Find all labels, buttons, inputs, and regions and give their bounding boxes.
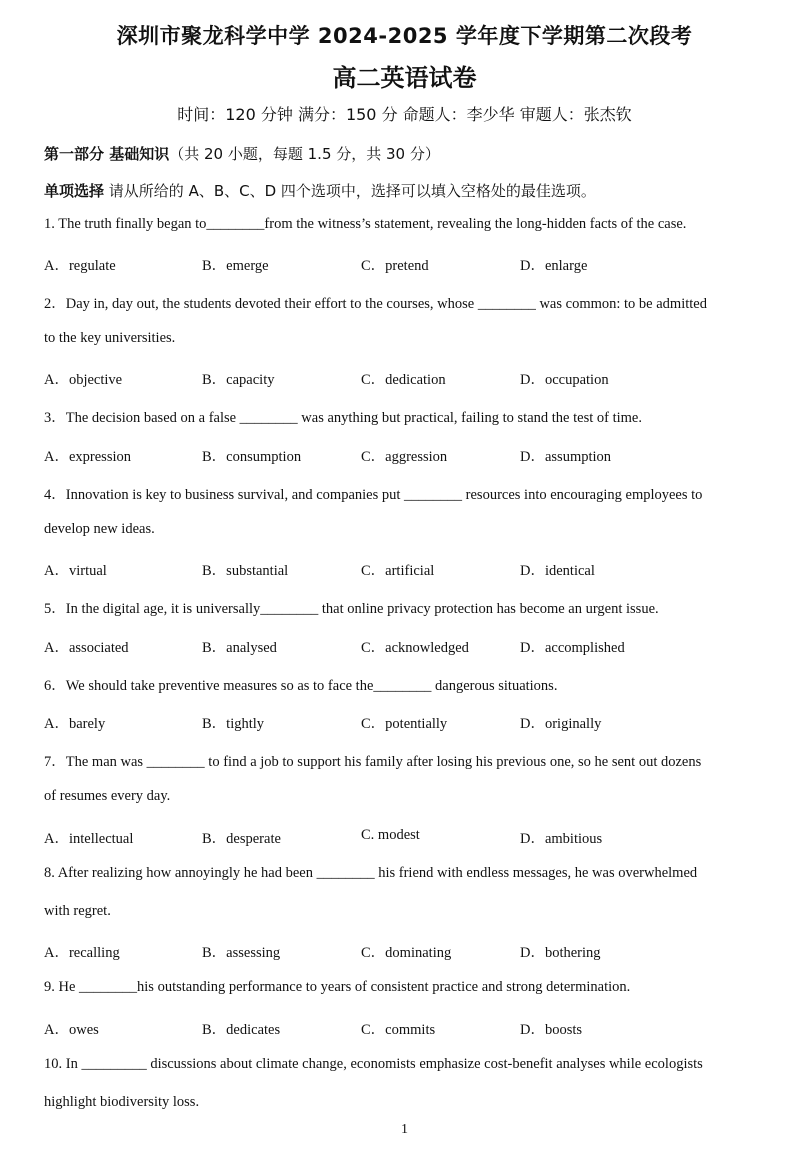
q3-option-c: C．aggression <box>361 449 448 465</box>
q4-option-a: A．virtual <box>44 563 107 579</box>
q3-option-b: B．consumption <box>202 449 302 465</box>
school-title: 深圳市聚龙科学中学 2024-2025 学年度下学期第二次段考 <box>116 24 693 48</box>
q9-option-b: B．dedicates <box>202 1022 281 1038</box>
q1-option-c: C．pretend <box>361 258 429 274</box>
q7-option-a: A．intellectual <box>44 831 134 847</box>
question-8-text: 8. After realizing how annoyingly he had been ________ his friend with endless messages, he was overwhelmed <box>44 865 698 881</box>
q6-option-b: B．tightly <box>202 716 265 732</box>
q8-option-d: D．bothering <box>520 945 601 961</box>
part-heading <box>44 143 784 164</box>
q2-option-d: D．occupation <box>520 372 609 388</box>
q6-option-d: D．originally <box>520 716 602 732</box>
question-1-text: 1. The truth finally began to________from the witness’s statement, revealing the long-hidden facts of the case. <box>44 216 687 232</box>
question-7-text-cont: of resumes every day. <box>44 788 171 804</box>
q3-option-d: D．assumption <box>520 449 612 465</box>
question-3-text: 3．The decision based on a false ________ was anything but practical, failing to stand the test of time. <box>44 410 642 426</box>
q2-option-c: C．dedication <box>361 372 446 388</box>
q7-option-d: D．ambitious <box>520 831 603 847</box>
exam-meta: 时间：120 分钟 满分：150 分 命题人：李少华 审题人：张杰钦 <box>177 105 632 124</box>
page-number: 1 <box>401 1122 408 1137</box>
q2-option-b: B．capacity <box>202 372 275 388</box>
question-7-text: 7．The man was ________ to find a job to support his family after losing his previous one, so he sent out dozens <box>44 754 702 770</box>
q8-option-c: C．dominating <box>361 945 452 961</box>
part-note: （共 20 小题，每题 1.5 分，共 30 分） <box>169 145 440 163</box>
q2-option-a: A．objective <box>44 372 123 388</box>
q4-option-c: C．artificial <box>361 563 435 579</box>
exam-title: 高二英语试卷 <box>332 64 477 92</box>
q9-option-a: A．owes <box>44 1022 99 1038</box>
q4-option-b: B．substantial <box>202 563 289 579</box>
question-5-text: 5．In the digital age, it is universally________ that online privacy protection has become an urgent issue. <box>44 601 659 617</box>
q5-option-c: C．acknowledged <box>361 640 469 656</box>
mc-instruction: 请从所给的 A、B、C、D 四个选项中，选择可以填入空格处的最佳选项。 <box>108 182 596 200</box>
q7-option-b: B．desperate <box>202 831 281 847</box>
q8-option-b: B．assessing <box>202 945 281 961</box>
q6-option-a: A．barely <box>44 716 106 732</box>
q8-option-a: A．recalling <box>44 945 120 961</box>
part-title: 第一部分 基础知识 <box>44 145 170 163</box>
q4-option-d: D．identical <box>520 563 595 579</box>
question-10-text-cont: highlight biodiversity loss. <box>44 1094 200 1110</box>
q5-option-a: A．associated <box>44 640 129 656</box>
question-4-text: 4．Innovation is key to business survival, and companies put ________ resources into encouraging employees to <box>44 487 703 503</box>
question-2-text-cont: to the key universities. <box>44 330 176 346</box>
question-10-text: 10. In _________ discussions about climate change, economists emphasize cost-benefit analyses while ecologists <box>44 1056 703 1072</box>
q3-option-a: A．expression <box>44 449 131 465</box>
question-2-text: 2．Day in, day out, the students devoted their effort to the courses, whose ________ was common: to be admitted <box>44 296 707 312</box>
q1-option-a: A．regulate <box>44 258 116 274</box>
mc-heading <box>44 180 784 201</box>
question-6-text: 6．We should take preventive measures so as to face the________ dangerous situations. <box>44 678 558 694</box>
q1-option-b: B．emerge <box>202 258 269 274</box>
q1-option-d: D．enlarge <box>520 258 588 274</box>
q5-option-d: D．accomplished <box>520 640 625 656</box>
mc-label: 单项选择 <box>44 182 105 200</box>
question-4-text-cont: develop new ideas. <box>44 521 155 537</box>
q6-option-c: C．potentially <box>361 716 448 732</box>
q7-option-c: C. modest <box>361 827 420 843</box>
question-8-text-cont: with regret. <box>44 903 111 919</box>
q9-option-d: D．boosts <box>520 1022 583 1038</box>
question-9-text: 9. He ________his outstanding performance to years of consistent practice and strong determination. <box>44 979 631 995</box>
q9-option-c: C．commits <box>361 1022 436 1038</box>
q5-option-b: B．analysed <box>202 640 277 656</box>
